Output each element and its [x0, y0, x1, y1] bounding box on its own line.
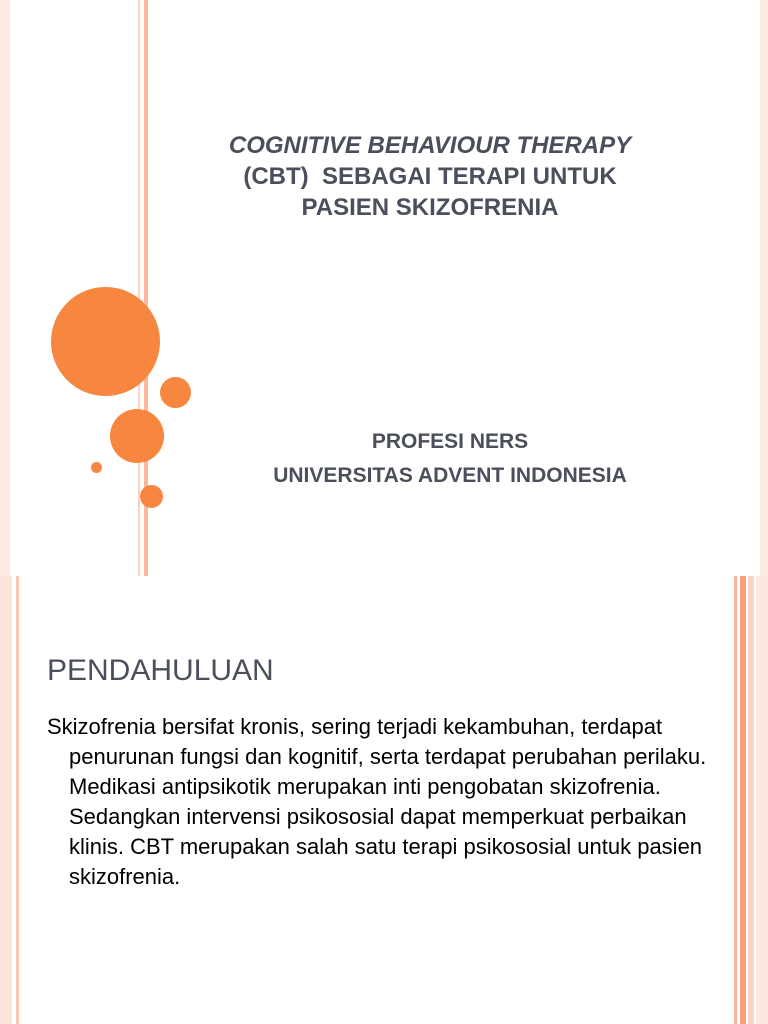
left-vertical-line — [16, 576, 19, 1024]
left-stripe-band — [0, 0, 10, 576]
subtitle-line-2: UNIVERSITAS ADVENT INDONESIA — [273, 464, 627, 487]
medium-circle-decoration — [110, 409, 164, 463]
vertical-line-thin — [138, 0, 140, 576]
tiny-circle-decoration — [91, 462, 102, 473]
small-circle-decoration — [160, 377, 191, 408]
slide-subtitle — [200, 425, 700, 493]
large-circle-decoration — [51, 287, 160, 396]
body-paragraph: Skizofrenia bersifat kronis, sering terjadi kekambuhan, terdapat penurunan fungsi dan kognitif, serta terdapat perubahan perilaku. Medikasi antipsikotik merupakan inti pengobatan skizofrenia. Sedangkan intervensi psikososial dapat memperkuat perbaikan klinis. CBT merupakan salah satu terapi psikososial untuk pasien skizofrenia. — [47, 714, 707, 889]
subtitle-line-1: PROFESI NERS — [371, 430, 529, 453]
slide-title — [180, 130, 680, 223]
title-line-1: COGNITIVE BEHAVIOUR THERAPY — [228, 132, 632, 159]
right-vertical-line — [734, 576, 737, 1024]
right-stripe-band — [760, 0, 768, 576]
right-stripe-band-dark — [740, 576, 746, 1024]
content-slide — [0, 576, 768, 1024]
right-stripe-band-mid — [748, 576, 754, 1024]
title-line-2: (CBT) SEBAGAI TERAPI UNTUK — [243, 163, 617, 190]
small-circle-decoration-bottom — [140, 485, 163, 508]
title-line-3: PASIEN SKIZOFRENIA — [301, 194, 559, 221]
right-stripe-band-light — [756, 576, 768, 1024]
left-stripe-band — [0, 576, 12, 1024]
section-heading: PENDAHULUAN — [47, 654, 274, 687]
